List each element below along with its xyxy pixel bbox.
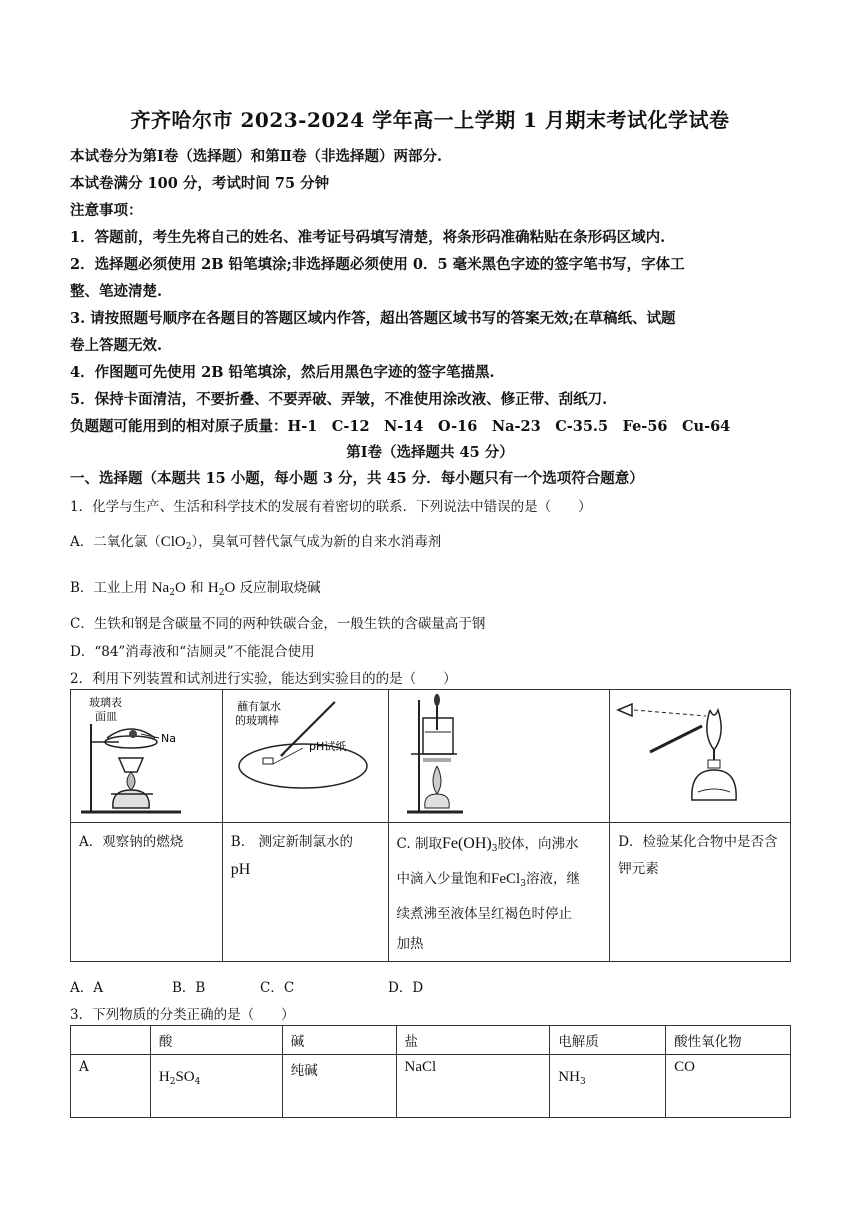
- sodium-burning-apparatus-figure: [71, 690, 223, 822]
- q2-answer-d: D．D: [388, 980, 424, 996]
- section1-heading: 一、选择题（本题共 15 小题，每小题 3 分，共 45 分．每小题只有一个选项符合题意）: [70, 470, 644, 487]
- q3-acid-cell: $H_2SO_4$: [150, 1055, 282, 1118]
- figure-a-cell: [71, 690, 223, 823]
- q1-stem: 1．化学与生产、生活和科学技术的发展有着密切的联系．下列说法中错误的是（ ）: [70, 499, 592, 515]
- q3-header-acidic-oxide: 酸性氧化物: [666, 1026, 791, 1055]
- ph-paper-figure: [223, 690, 389, 822]
- q3-row-label: A: [71, 1055, 151, 1118]
- part1-title: 第Ⅰ卷（选择题共 45 分）: [346, 444, 514, 461]
- q3-stem: 3．下列物质的分类正确的是（ ）: [70, 1007, 295, 1023]
- figure-c-cell: [388, 690, 610, 823]
- q3-oxide-cell: CO: [666, 1055, 791, 1118]
- q3-header-salt: 盐: [396, 1026, 550, 1055]
- q3-header-row: [71, 1026, 791, 1055]
- figure-d-cell: [610, 690, 791, 823]
- note-2: 2．选择题必须使用 2B 铅笔填涂;非选择题必须使用 0．5 毫米黑色字迹的签字笔书写，字体工: [70, 256, 685, 273]
- page-title: 齐齐哈尔市 2023-2024 学年高一上学期 1 月期末考试化学试卷: [130, 108, 730, 132]
- note-3: 3. 请按照题号顺序在各题目的答题区域内作答，超出答题区域书写的答案无效;在草稿纸、试题: [70, 310, 676, 327]
- q3-base-cell: 纯碱: [282, 1055, 396, 1118]
- intro-line-3: 注意事项：: [70, 202, 143, 219]
- note-2-cont: 整、笔迹清楚.: [70, 283, 163, 300]
- fig-a-label-na: Na: [161, 732, 176, 745]
- q3-classification-table: [70, 1025, 791, 1118]
- fig-b-label-1: 蘸有氯水: [236, 700, 281, 713]
- intro-line-2: 本试卷满分 100 分，考试时间 75 分钟: [70, 175, 330, 192]
- fig-b-label-2: 的玻璃棒: [234, 714, 279, 727]
- note-5: 5．保持卡面清洁，不要折叠、不要弄破、弄皱，不准使用涂改液、修正带、刮纸刀.: [70, 391, 608, 408]
- fig-a-label-1: 玻璃表: [89, 696, 122, 709]
- q2-option-c: C. 制取$Fe(OH)_3$胶体，向沸水 中滴入少量饱和FeCl$_3$溶液，继 续煮沸至液体呈红褐色时停止 加热: [388, 823, 610, 962]
- q2-apparatus-table: [70, 689, 791, 962]
- note-3-cont: 卷上答题无效.: [70, 337, 163, 354]
- q2-option-d: D．检验某化合物中是否含钾元素: [610, 823, 791, 962]
- fig-b-label-3: pH试纸: [308, 740, 347, 753]
- q2-answer-b: B．B: [172, 980, 206, 996]
- q2-figure-row: [71, 690, 791, 823]
- fig-a-label-2: 面皿: [95, 710, 117, 723]
- q2-option-b: B． 测定新制氯水的 pH: [222, 823, 388, 962]
- q2-stem: 2．利用下列装置和试剂进行实验，能达到实验目的的是（ ）: [70, 671, 457, 687]
- q3-header-electrolyte: 电解质: [550, 1026, 666, 1055]
- q2-answer-choices: [70, 976, 423, 996]
- note-1: 1．答题前，考生先将自己的姓名、准考证号码填写清楚，将条形码准确粘贴在条形码区域内.: [70, 229, 666, 246]
- q1-option-d: D．“84”消毒液和“洁厕灵”不能混合使用: [70, 644, 315, 660]
- q3-electrolyte-cell: $NH_3$: [550, 1055, 666, 1118]
- colloid-apparatus-figure: [389, 690, 611, 822]
- q3-salt-cell: NaCl: [396, 1055, 550, 1118]
- atomic-masses: 负题题可能用到的相对原子质量：H-1 C-12 N-14 O-16 Na-23 C-35.5 Fe-56 Cu-64: [70, 418, 731, 435]
- q3-row-a: [71, 1055, 791, 1118]
- q3-header-empty: [71, 1026, 151, 1055]
- q1-option-b: B．工业上用 $Na_2O$ 和 $H_2O$ 反应制取烧碱: [70, 580, 321, 598]
- intro-line-1: 本试卷分为第Ⅰ卷（选择题）和第Ⅱ卷（非选择题）两部分.: [70, 148, 443, 165]
- q1-option-a: A．二氧化氯（ClO$_2$），臭氧可替代氯气成为新的自来水消毒剂: [70, 534, 442, 552]
- q2-option-row: [71, 823, 791, 962]
- q2-answer-c: C．C: [260, 980, 295, 996]
- flame-test-figure: [610, 690, 791, 822]
- q3-header-base: 碱: [282, 1026, 396, 1055]
- q2-answer-a: A．A: [70, 980, 103, 996]
- q1-option-c: C．生铁和钢是含碳量不同的两种铁碳合金，一般生铁的含碳量高于钢: [70, 616, 486, 632]
- q2-option-a: A．观察钠的燃烧: [71, 823, 223, 962]
- figure-b-cell: [222, 690, 388, 823]
- note-4: 4．作图题可先使用 2B 铅笔填涂，然后用黑色字迹的签字笔描黑.: [70, 364, 495, 381]
- q3-header-acid: 酸: [150, 1026, 282, 1055]
